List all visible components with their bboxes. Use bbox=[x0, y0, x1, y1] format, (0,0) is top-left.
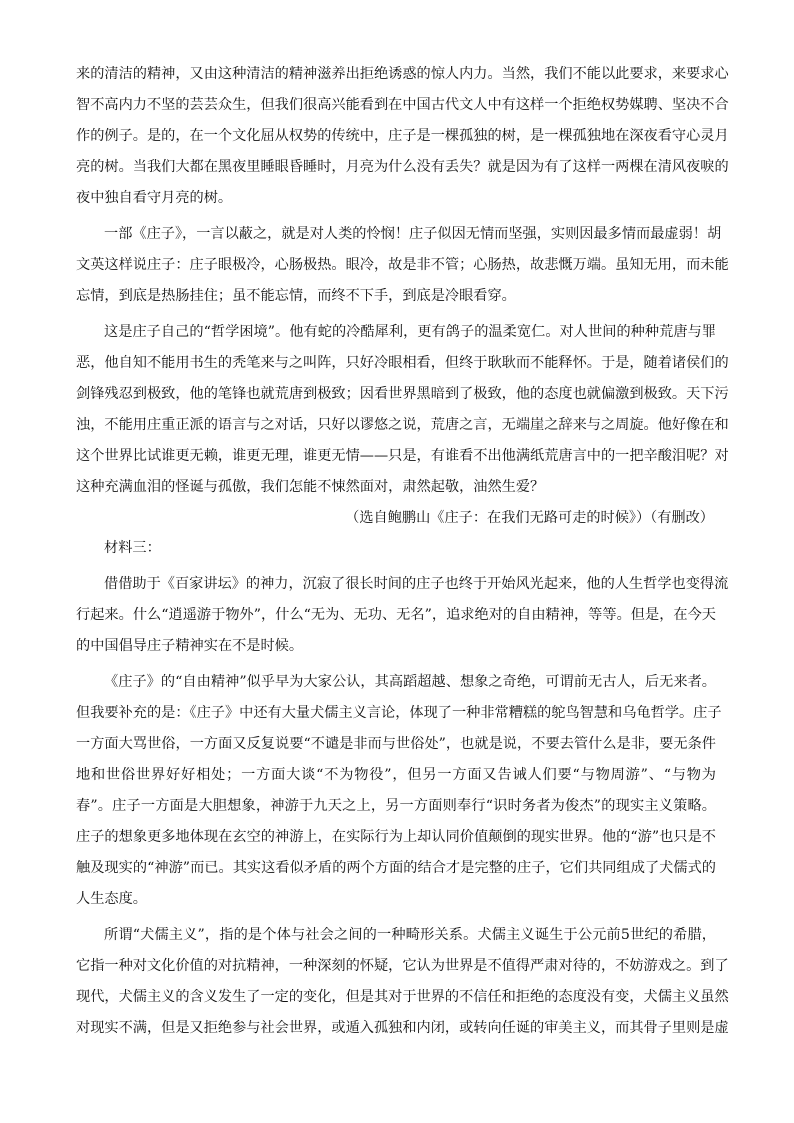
text-line: 这种充满血泪的怪诞与孤傲，我们怎能不悚然面对，肃然起敬，油然生爱？ bbox=[76, 479, 545, 495]
text-line: 它指一种对文化价值的对抗精神，一种深刻的怀疑，它认为世界是不值得严肃对待的，不妨游戏之。到了 bbox=[76, 958, 729, 974]
text-line: 来的清洁的精神，又由这种清洁的精神滋养出拒绝诱惑的惊人内力。当然，我们不能以此要求，来要求心 bbox=[76, 66, 729, 82]
text-line: 夜中独自看守月亮的树。 bbox=[76, 190, 233, 206]
text-line: 的中国倡导庄子精神实在不是时候。 bbox=[76, 638, 304, 654]
text-line: 行起来。什么“逍遥游于物外”，什么“无为、无功、无名”，追求绝对的自由精神，等等。但是，在今天 bbox=[76, 607, 716, 623]
text-line: 现代，犬儒主义的含义发生了一定的变化，但是其对于世界的不信任和拒绝的态度没有变，犬儒主义虽然 bbox=[76, 989, 729, 1005]
text-line: 智不高内力不坚的芸芸众生，但我们很高兴能看到在中国古代文人中有这样一个拒绝权势媒聘、坚决不合 bbox=[76, 97, 729, 113]
text-line: 对现实不满，但是又拒绝参与社会世界，或遁入孤独和内闭，或转向任诞的审美主义，而其骨子里则是虚 bbox=[76, 1020, 729, 1036]
text-line: 地和世俗世界好好相处；一方面大谈“不为物役”，但另一方面又告诫人们要“与物周游”、“与物为 bbox=[76, 767, 716, 783]
paragraph-first-line: 这是庄子自己的“哲学困境”。他有蛇的冷酷犀利，更有鸽子的温柔宽仁。对人世间的种种荒唐与罪 bbox=[104, 324, 716, 340]
text-line: 剑锋残忍到极致，他的笔锋也就荒唐到极致；因看世界黑暗到了极致，他的态度也就偏激到极致。天下污 bbox=[76, 386, 729, 402]
text-line: 作的例子。是的，在一个文化屈从权势的传统中，庄子是一棵孤独的树，是一棵孤独地在深夜看守心灵月 bbox=[76, 128, 729, 144]
text-line: 亮的树。当我们大都在黑夜里睡眼昏睡时，月亮为什么没有丢失？就是因为有了这样一两棵在清风夜唳的 bbox=[76, 159, 729, 175]
text-line: 春”。庄子一方面是大胆想象，神游于九天之上，另一方面则奉行“识时务者为俊杰”的现实主义策略。 bbox=[76, 798, 716, 814]
text-line: 一方面大骂世俗，一方面又反复说要“不谴是非而与世俗处”，也就是说，不要去管什么是非，要无条件 bbox=[76, 736, 716, 752]
text-line: 庄子的想象更多地体现在玄空的神游上，在实际行为上却认同价值颠倒的现实世界。他的“游”也只是不 bbox=[76, 829, 716, 845]
text-line: 忘情，到底是热肠挂住；虽不能忘情，而终不下手，到底是冷眼看穿。 bbox=[76, 288, 516, 304]
paragraph-first-line: 借借助于《百家讲坛》的神力，沉寂了很长时间的庄子也终于开始风光起来，他的人生哲学也变得流 bbox=[104, 576, 729, 592]
text-line: 这个世界比试谁更无赖，谁更无理，谁更无情——只是，有谁看不出他满纸荒唐言中的一把辛酸泪呢？对 bbox=[76, 448, 729, 464]
text-line: 浊，不能用庄重正派的语言与之对话，只好以谬悠之说，荒唐之言，无端崖之辞来与之周旋。他好像在和 bbox=[76, 417, 729, 433]
text-line: 人生态度。 bbox=[76, 891, 147, 907]
paragraph-first-line: 所谓“犬儒主义”，指的是个体与社会之间的一种畸形关系。犬儒主义诞生于公元前5世纪的希腊， bbox=[104, 927, 716, 943]
section-label: 材料三： bbox=[104, 540, 161, 556]
text-line: 但我要补充的是：《庄子》中还有大量犬儒主义言论，体现了一种非常糟糕的鸵鸟智慧和乌龟哲学。庄子 bbox=[76, 705, 722, 721]
source-citation: （选自鲍鹏山《庄子：在我们无路可走的时候》）（有删改） bbox=[345, 510, 714, 526]
paragraph-first-line: 一部《庄子》，一言以蔽之，就是对人类的怜悯！庄子似因无情而坚强，实则因最多情而最虚弱！胡 bbox=[104, 226, 722, 242]
text-line: 文英这样说庄子：庄子眼极冷，心肠极热。眼冷，故是非不管；心肠热，故悲慨万端。虽知无用，而未能 bbox=[76, 257, 729, 273]
text-line: 触及现实的“神游”而已。其实这看似矛盾的两个方面的结合才是完整的庄子，它们共同组成了犬儒式的 bbox=[76, 860, 716, 876]
text-line: 恶，他自知不能用书生的秃笔来与之叫阵，只好冷眼相看，但终于耿耿而不能释怀。于是，随着诸侯们的 bbox=[76, 355, 729, 371]
paragraph-first-line: 《庄子》的“自由精神”似乎早为大家公认，其高蹈超越、想象之奇绝，可谓前无古人，后无来者。 bbox=[104, 674, 716, 690]
